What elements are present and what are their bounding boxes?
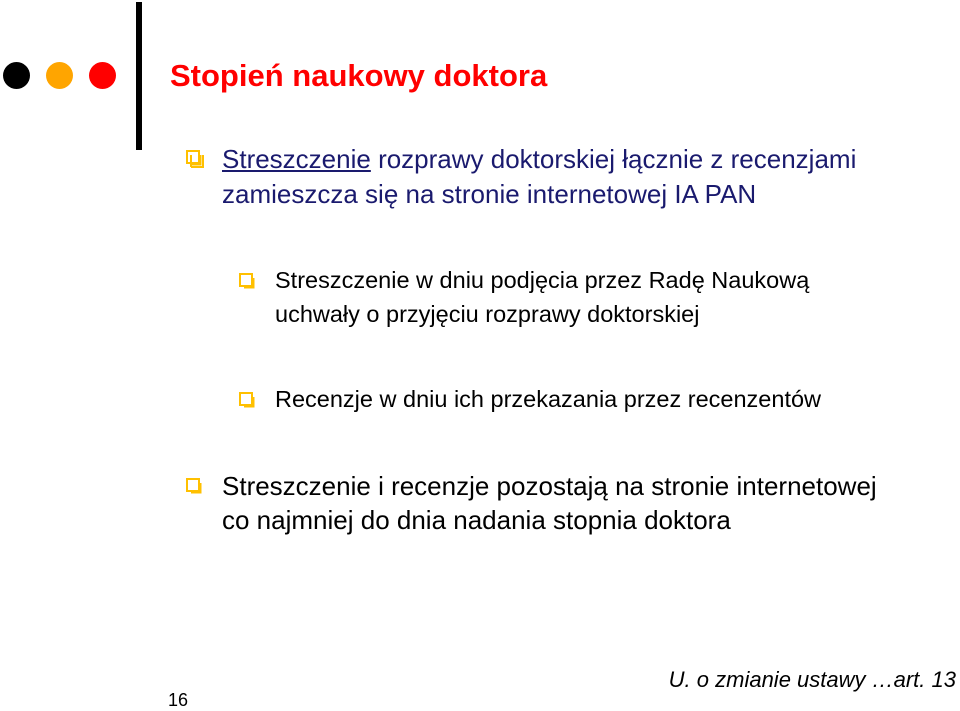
- slide-title: Stopień naukowy doktora: [170, 58, 548, 93]
- bullet-2-line-2: uchwały o przyjęciu rozprawy doktorskiej: [275, 301, 700, 327]
- vertical-divider: [136, 2, 142, 150]
- bullet-4-line-1: Streszczenie i recenzje pozostają na stronie internetowej: [222, 471, 877, 501]
- bullet-1-line-2: zamieszcza się na stronie internetowej IA PAN: [222, 179, 757, 209]
- checkbox-bullet-icon: [239, 273, 257, 291]
- red-dot: [89, 62, 116, 89]
- black-dot: [3, 62, 30, 89]
- checkbox-bullet-icon: [186, 478, 204, 496]
- bullet-3-line-1: Recenzje w dniu ich przekazania przez recenzentów: [275, 386, 822, 412]
- bullet-1-line-1: [222, 142, 856, 177]
- bullet-4-line-2: co najmniej do dnia nadania stopnia doktora: [222, 505, 731, 535]
- streszczenie-link[interactable]: Streszczenie: [222, 144, 371, 174]
- page-number: 16: [168, 690, 189, 710]
- decorative-dots: [0, 62, 120, 92]
- checkbox-bullet-icon: [186, 150, 204, 168]
- checkbox-bullet-icon: [239, 392, 257, 410]
- bullet-1-line-1-rest: rozprawy doktorskiej łącznie z recenzjami: [370, 144, 857, 174]
- source-reference: U. o zmianie ustawy …art. 13: [668, 667, 956, 692]
- bullet-2-line-1: Streszczenie w dniu podjęcia przez Radę Naukową: [275, 267, 810, 293]
- orange-dot: [46, 62, 73, 89]
